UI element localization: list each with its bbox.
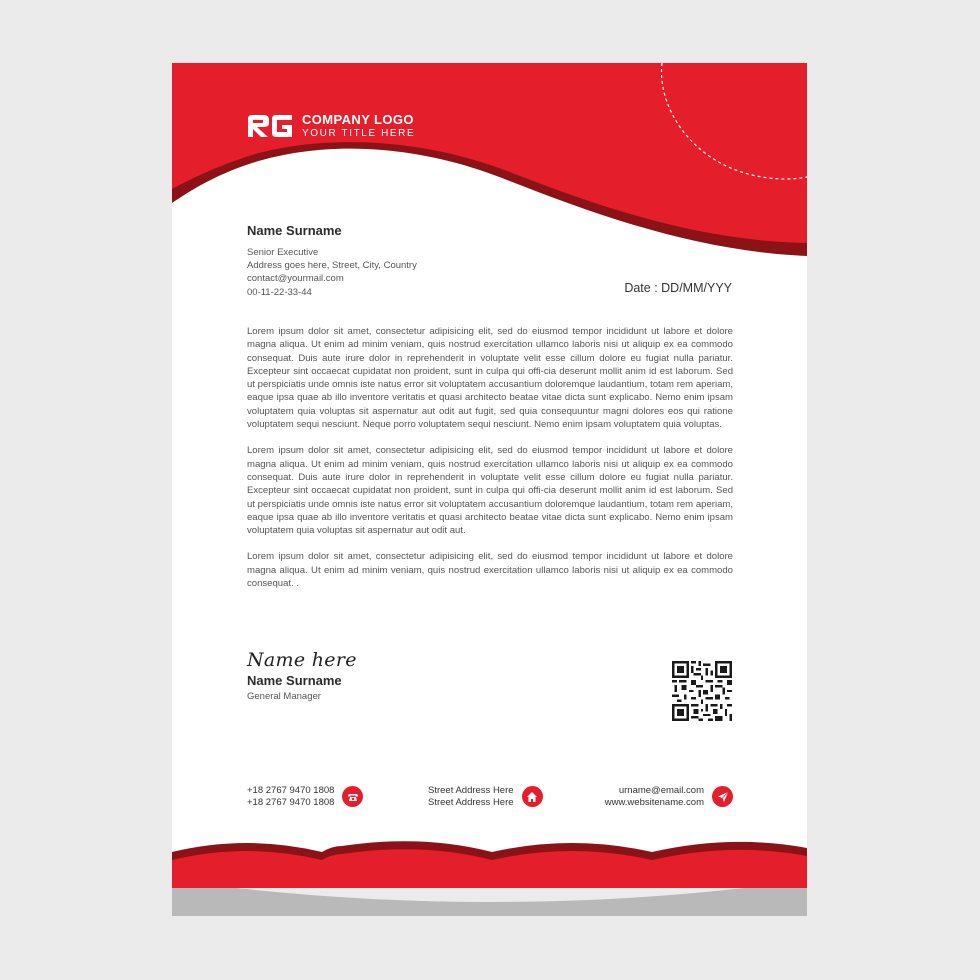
paper-plane-icon bbox=[712, 786, 733, 807]
signatory-role: General Manager bbox=[247, 691, 321, 702]
email-link[interactable]: urname@email.com bbox=[618, 785, 704, 796]
signature-script: Name here bbox=[247, 649, 357, 671]
letter-date: Date : DD/MM/YYY bbox=[624, 281, 732, 295]
signatory-name: Name Surname bbox=[247, 673, 342, 688]
sender-address: Address goes here, Street, City, Country bbox=[247, 260, 417, 272]
street-address: Street Address Here bbox=[428, 785, 514, 796]
phone-icon bbox=[342, 786, 363, 807]
sender-email: contact@yourmail.com bbox=[247, 273, 344, 285]
website-link[interactable]: www.websitename.com bbox=[604, 796, 704, 808]
letterhead-page bbox=[172, 63, 807, 888]
phone-number[interactable]: +18 2767 9470 1808 bbox=[247, 796, 335, 808]
body-paragraph: Lorem ipsum dolor sit amet, consectetur adipisicing elit, sed do eiusmod tempor incididunt ut labore et dolore magna aliqua. Ut enim ad minim veniam, quis nostrud exercitation ullamco laboris nisi ut aliquip ex ea commodo consequat. . bbox=[247, 551, 733, 590]
sender-phone: 00-11-22-33-44 bbox=[247, 286, 312, 298]
company-name: COMPANY LOGO bbox=[302, 112, 414, 127]
home-icon bbox=[522, 786, 543, 807]
footer-address bbox=[428, 785, 543, 808]
letter-body bbox=[247, 325, 733, 603]
street-address: Street Address Here bbox=[428, 796, 514, 808]
footer-web bbox=[605, 785, 733, 808]
sender-block bbox=[247, 223, 417, 299]
footer-scallop bbox=[172, 838, 807, 888]
phone-number[interactable]: +18 2767 9470 1808 bbox=[247, 785, 335, 796]
company-tagline: YOUR TITLE HERE bbox=[302, 128, 416, 139]
footer-phone bbox=[247, 785, 363, 808]
body-paragraph: Lorem ipsum dolor sit amet, consectetur adipisicing elit, sed do eiusmod tempor incididunt ut labore et dolore magna aliqua. Ut enim ad minim veniam, quis nostrud exercitation ullamco laboris nisi ut aliquip ex ea commodo consequat. Duis aute irure dolor in reprehenderit in voluptate velit esse cillum dolore eu fugiat nulla pariatur. Excepteur sint occaecat cupidatat non proident, sunt in culpa qui offi-cia deserunt mollit anim id est laborum. Sed ut perspiciatis unde omnis iste natus error sit voluptatem accusantium doloremque laudantium, totam rem aperiam, eaque ipsa quae ab illo inventore veritatis et quasi architecto beatae vitae dicta sunt explicabo. Nemo enim ipsam voluptatem quia voluptas sit aspernatur aut odit aut fugit, sed quia consequuntur magni dolores eos qui ratione voluptatem sequi nesciunt. Neque porro voluptatem sequi nesciunt. Nemo enim ipsam voluptatem quia voluptas. bbox=[247, 326, 733, 431]
sender-name: Name Surname bbox=[247, 223, 342, 238]
sender-role: Senior Executive bbox=[247, 247, 319, 258]
rg-logo-icon bbox=[246, 113, 294, 139]
company-logo bbox=[246, 111, 415, 141]
body-paragraph: Lorem ipsum dolor sit amet, consectetur adipisicing elit, sed do eiusmod tempor incididunt ut labore et dolore magna aliqua. Ut enim ad minim veniam, quis nostrud exercitation ullamco laboris nisi ut aliquip ex ea commodo consequat. Duis aute irure dolor in reprehenderit in voluptate velit esse cillum dolore eu fugiat nulla pariatur. Excepteur sint occaecat cupidatat non proident, sunt in culpa qui offi-cia deserunt mollit anim id est laborum. Sed ut perspiciatis unde omnis iste natus error sit voluptatem accusantium doloremque laudantium, totam rem aperiam, eaque ipsa quae ab illo inventore veritatis et quasi architecto beatae vitae dicta sunt explicabo. Nemo enim ipsam voluptatem quia voluptas sit aspernatur aut odit aut. bbox=[247, 445, 733, 537]
signature-block bbox=[247, 649, 357, 702]
qr-code-icon bbox=[672, 661, 732, 721]
